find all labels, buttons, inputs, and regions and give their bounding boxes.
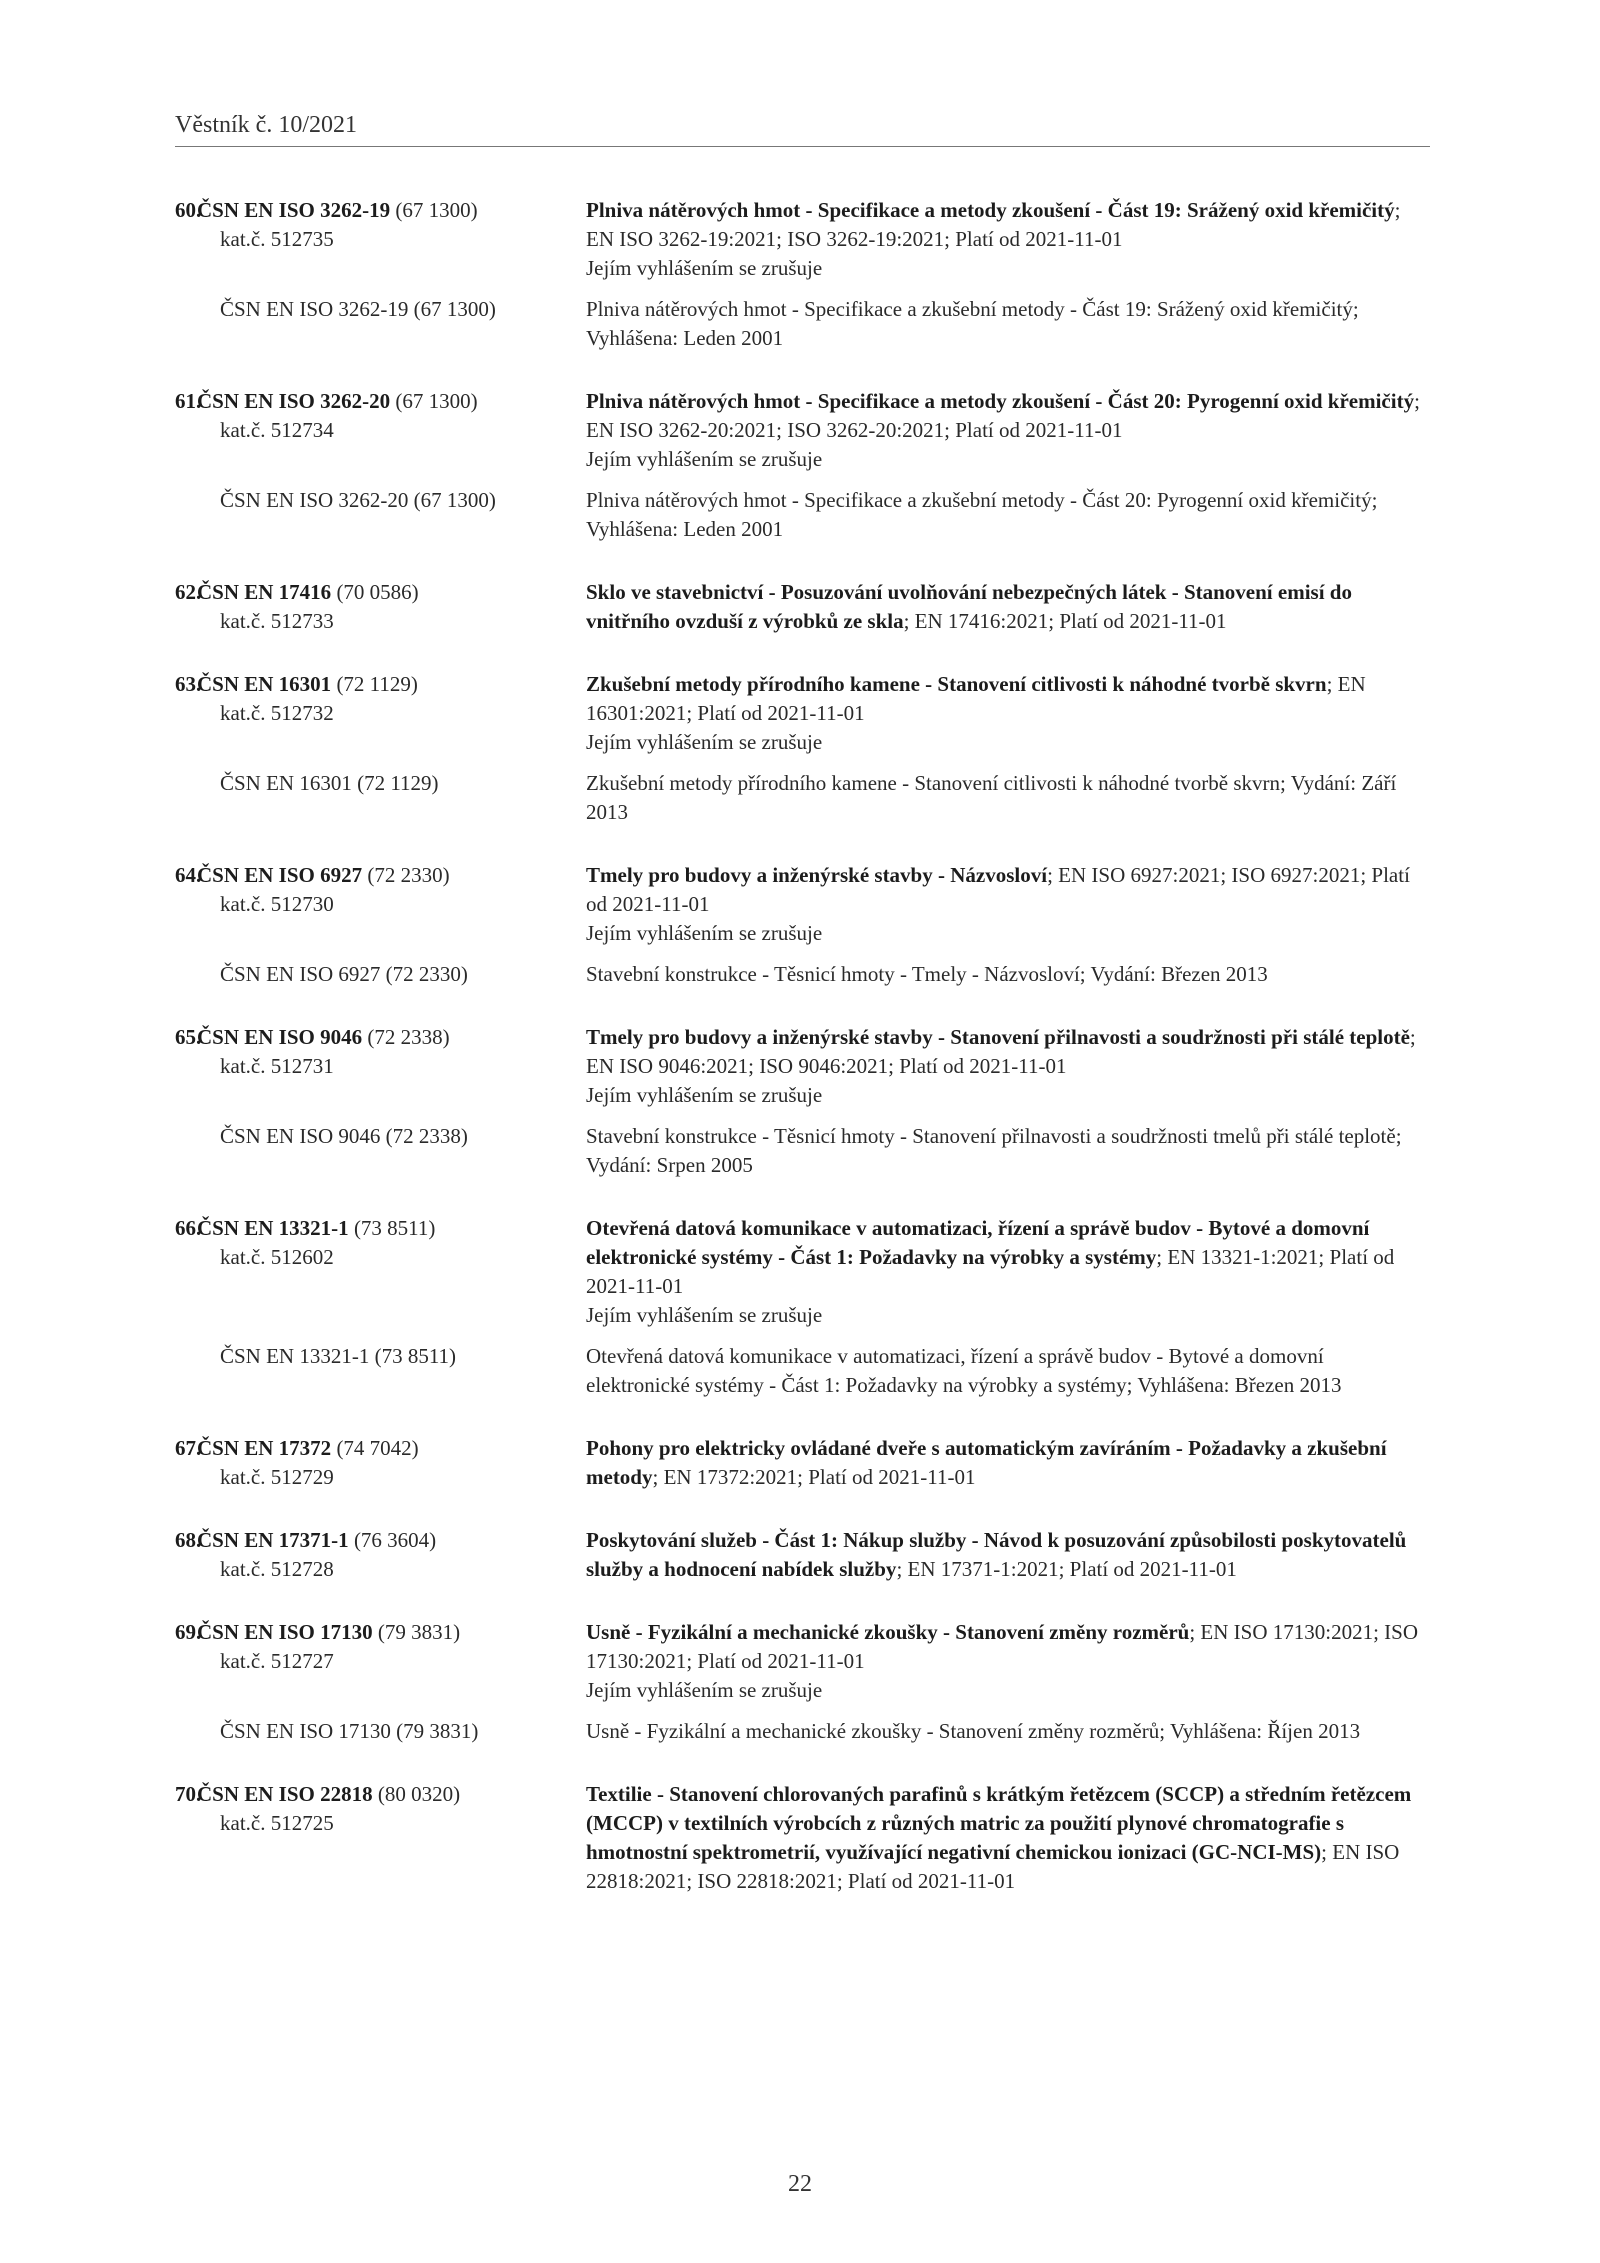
standard-entry bbox=[175, 196, 1435, 353]
replaced-standard-row bbox=[175, 486, 1435, 544]
cancels-note: Jejím vyhlášením se zrušuje bbox=[586, 1303, 823, 1327]
standard-title: Plniva nátěrových hmot - Specifikace a metody zkoušení - Část 20: Pyrogenní oxid křemičitý bbox=[586, 389, 1415, 413]
standard-title: Otevřená datová komunikace v automatizaci, řízení a správě budov - Bytové a domovní elektronické systémy - Část 1: Požadavky na výrobky a systémy bbox=[586, 1216, 1370, 1269]
standard-id bbox=[175, 1780, 586, 1838]
standard-code: ČSN EN 17416 bbox=[197, 580, 332, 604]
standard-description bbox=[586, 387, 1435, 474]
new-standard-row bbox=[175, 1434, 1435, 1492]
catalog-number: kat.č. 512725 bbox=[220, 1811, 334, 1835]
cancels-note: Jejím vyhlášením se zrušuje bbox=[586, 1678, 823, 1702]
standard-title: Sklo ve stavebnictví - Posuzování uvolňování nebezpečných látek - Stanovení emisí do vnitřního ovzduší z výrobků ze skla bbox=[586, 580, 1352, 633]
cancels-note: Jejím vyhlášením se zrušuje bbox=[586, 447, 823, 471]
catalog-number: kat.č. 512732 bbox=[220, 701, 334, 725]
replaced-standard-row bbox=[175, 1122, 1435, 1180]
standard-title: Poskytování služeb - Část 1: Nákup služby - Návod k posuzování způsobilosti poskytovatelů služby a hodnocení nabídek služby bbox=[586, 1528, 1407, 1581]
standard-code: ČSN EN ISO 22818 bbox=[197, 1782, 373, 1806]
new-standard-row bbox=[175, 1526, 1435, 1584]
standard-code: ČSN EN ISO 3262-19 bbox=[197, 198, 391, 222]
standard-title: Usně - Fyzikální a mechanické zkoušky - Stanovení změny rozměrů bbox=[586, 1620, 1190, 1644]
replaced-standard-id bbox=[175, 1717, 586, 1746]
entry-number: 61. bbox=[175, 389, 202, 413]
standard-description bbox=[586, 1526, 1435, 1584]
replaced-standard-code: ČSN EN ISO 6927 (72 2330) bbox=[220, 962, 468, 986]
standard-id bbox=[175, 1618, 586, 1676]
replaced-standard-description: Usně - Fyzikální a mechanické zkoušky - Stanovení změny rozměrů; Vyhlášena: Říjen 2013 bbox=[586, 1719, 1361, 1743]
standard-reference: ; EN ISO 3262-19:2021; ISO 3262-19:2021; Platí od 2021-11-01 bbox=[586, 198, 1401, 251]
new-standard-row bbox=[175, 1214, 1435, 1330]
standard-code: ČSN EN 13321-1 bbox=[197, 1216, 349, 1240]
class-code: (74 7042) bbox=[331, 1436, 419, 1460]
replaced-standard-description: Plniva nátěrových hmot - Specifikace a zkušební metody - Část 19: Srážený oxid křemičitý; Vyhlášena: Leden 2001 bbox=[586, 297, 1359, 350]
catalog-number: kat.č. 512734 bbox=[220, 418, 334, 442]
new-standard-row bbox=[175, 578, 1435, 636]
new-standard-row bbox=[175, 1780, 1435, 1896]
replaced-standard-id bbox=[175, 295, 586, 324]
new-standard-row bbox=[175, 1618, 1435, 1705]
new-standard-row bbox=[175, 196, 1435, 283]
replaced-standard-code: ČSN EN 16301 (72 1129) bbox=[220, 771, 439, 795]
standard-description bbox=[586, 1214, 1435, 1330]
standards-list bbox=[175, 196, 1435, 1930]
standard-id bbox=[175, 670, 586, 728]
standard-code: ČSN EN ISO 17130 bbox=[197, 1620, 373, 1644]
standard-entry bbox=[175, 578, 1435, 636]
standard-reference: ; EN 13321-1:2021; Platí od 2021-11-01 bbox=[586, 1245, 1395, 1298]
catalog-number: kat.č. 512729 bbox=[220, 1465, 334, 1489]
standard-title: Textilie - Stanovení chlorovaných parafinů s krátkým řetězcem (SCCP) a středním řetězcem (MCCP) v textilních výrobcích z různých matric za použití plynové chromatografie s hmotnostní spektrometrií, využívající negativní chemickou ionizaci (GC-NCI-MS) bbox=[586, 1782, 1412, 1864]
replaced-standard-row bbox=[175, 769, 1435, 827]
new-standard-row bbox=[175, 861, 1435, 948]
catalog-number: kat.č. 512731 bbox=[220, 1054, 334, 1078]
page-number: 22 bbox=[788, 2171, 812, 2197]
replaced-standard-description: Otevřená datová komunikace v automatizaci, řízení a správě budov - Bytové a domovní elektronické systémy - Část 1: Požadavky na výrobky a systémy; Vyhlášena: Březen 2013 bbox=[586, 1344, 1342, 1397]
cancels-note: Jejím vyhlášením se zrušuje bbox=[586, 1083, 823, 1107]
standard-entry bbox=[175, 1434, 1435, 1492]
class-code: (80 0320) bbox=[372, 1782, 461, 1806]
standard-reference: ; EN ISO 6927:2021; ISO 6927:2021; Platí od 2021-11-01 bbox=[586, 863, 1410, 916]
header-rule bbox=[175, 146, 1430, 147]
standard-reference: ; EN ISO 9046:2021; ISO 9046:2021; Platí od 2021-11-01 bbox=[586, 1025, 1416, 1078]
replaced-standard-row bbox=[175, 1717, 1435, 1746]
standard-description bbox=[586, 670, 1435, 757]
entry-number: 66. bbox=[175, 1216, 202, 1240]
standard-entry bbox=[175, 670, 1435, 827]
class-code: (67 1300) bbox=[390, 389, 478, 413]
standard-id bbox=[175, 578, 586, 636]
catalog-number: kat.č. 512735 bbox=[220, 227, 334, 251]
cancels-note: Jejím vyhlášením se zrušuje bbox=[586, 921, 823, 945]
standard-id bbox=[175, 1434, 586, 1492]
entry-number: 70. bbox=[175, 1782, 202, 1806]
class-code: (73 8511) bbox=[348, 1216, 436, 1240]
entry-number: 69. bbox=[175, 1620, 202, 1644]
standard-title: Zkušební metody přírodního kamene - Stanovení citlivosti k náhodné tvorbě skvrn bbox=[586, 672, 1327, 696]
standard-title: Pohony pro elektricky ovládané dveře s automatickým zavíráním - Požadavky a zkušební metody bbox=[586, 1436, 1387, 1489]
entry-number: 62. bbox=[175, 580, 202, 604]
standard-description bbox=[586, 1023, 1435, 1110]
class-code: (79 3831) bbox=[372, 1620, 461, 1644]
standard-code: ČSN EN 17372 bbox=[197, 1436, 332, 1460]
standard-title: Tmely pro budovy a inženýrské stavby - Stanovení přilnavosti a soudržnosti při stálé teplotě bbox=[586, 1025, 1410, 1049]
standard-reference: ; EN ISO 17130:2021; ISO 17130:2021; Platí od 2021-11-01 bbox=[586, 1620, 1419, 1673]
standard-id bbox=[175, 1526, 586, 1584]
standard-description bbox=[586, 861, 1435, 948]
new-standard-row bbox=[175, 670, 1435, 757]
standard-entry bbox=[175, 387, 1435, 544]
standard-reference: ; EN 17416:2021; Platí od 2021-11-01 bbox=[903, 609, 1227, 633]
class-code: (67 1300) bbox=[390, 198, 478, 222]
replaced-standard-row bbox=[175, 1342, 1435, 1400]
entry-number: 63. bbox=[175, 672, 202, 696]
catalog-number: kat.č. 512733 bbox=[220, 609, 334, 633]
standard-code: ČSN EN ISO 3262-20 bbox=[197, 389, 391, 413]
replaced-standard-description: Stavební konstrukce - Těsnicí hmoty - Tmely - Názvosloví; Vydání: Březen 2013 bbox=[586, 962, 1268, 986]
replaced-standard-id bbox=[175, 960, 586, 989]
replaced-standard-code: ČSN EN ISO 3262-20 (67 1300) bbox=[220, 488, 496, 512]
replaced-standard-description: Plniva nátěrových hmot - Specifikace a zkušební metody - Část 20: Pyrogenní oxid křemičitý; Vyhlášena: Leden 2001 bbox=[586, 488, 1378, 541]
replaced-standard-id bbox=[175, 1122, 586, 1151]
replaced-standard-code: ČSN EN ISO 3262-19 (67 1300) bbox=[220, 297, 496, 321]
replaced-standard-id bbox=[175, 486, 586, 515]
cancels-note: Jejím vyhlášením se zrušuje bbox=[586, 256, 823, 280]
entry-number: 64. bbox=[175, 863, 202, 887]
replaced-standard-row bbox=[175, 960, 1435, 989]
standard-reference: ; EN 17372:2021; Platí od 2021-11-01 bbox=[652, 1465, 976, 1489]
class-code: (76 3604) bbox=[348, 1528, 437, 1552]
standard-entry bbox=[175, 1023, 1435, 1180]
entry-number: 68. bbox=[175, 1528, 202, 1552]
entry-number: 60. bbox=[175, 198, 202, 222]
class-code: (70 0586) bbox=[331, 580, 419, 604]
catalog-number: kat.č. 512602 bbox=[220, 1245, 334, 1269]
standard-id bbox=[175, 861, 586, 919]
catalog-number: kat.č. 512727 bbox=[220, 1649, 334, 1673]
replaced-standard-description: Stavební konstrukce - Těsnicí hmoty - Stanovení přilnavosti a soudržnosti tmelů při stálé teplotě; Vydání: Srpen 2005 bbox=[586, 1124, 1402, 1177]
standard-reference: ; EN ISO 3262-20:2021; ISO 3262-20:2021; Platí od 2021-11-01 bbox=[586, 389, 1420, 442]
standard-entry bbox=[175, 1526, 1435, 1584]
standard-id bbox=[175, 196, 586, 254]
standard-code: ČSN EN 16301 bbox=[197, 672, 332, 696]
standard-description bbox=[586, 578, 1435, 636]
standard-title: Plniva nátěrových hmot - Specifikace a metody zkoušení - Část 19: Srážený oxid křemičitý bbox=[586, 198, 1395, 222]
page-header: Věstník č. 10/2021 bbox=[175, 112, 357, 138]
replaced-standard-code: ČSN EN 13321-1 (73 8511) bbox=[220, 1344, 457, 1368]
standard-description bbox=[586, 1434, 1435, 1492]
replaced-standard-id bbox=[175, 1342, 586, 1371]
standard-entry bbox=[175, 861, 1435, 989]
standard-entry bbox=[175, 1618, 1435, 1746]
class-code: (72 1129) bbox=[331, 672, 418, 696]
catalog-number: kat.č. 512728 bbox=[220, 1557, 334, 1581]
replaced-standard-id bbox=[175, 769, 586, 798]
catalog-number: kat.č. 512730 bbox=[220, 892, 334, 916]
new-standard-row bbox=[175, 1023, 1435, 1110]
standard-description bbox=[586, 196, 1435, 283]
standard-reference: ; EN 17371-1:2021; Platí od 2021-11-01 bbox=[896, 1557, 1237, 1581]
standard-description bbox=[586, 1780, 1435, 1896]
replaced-standard-description: Zkušební metody přírodního kamene - Stanovení citlivosti k náhodné tvorbě skvrn; Vydání: Září 2013 bbox=[586, 771, 1397, 824]
standard-reference: ; EN ISO 22818:2021; ISO 22818:2021; Platí od 2021-11-01 bbox=[586, 1840, 1400, 1893]
replaced-standard-code: ČSN EN ISO 17130 (79 3831) bbox=[220, 1719, 479, 1743]
standard-title: Tmely pro budovy a inženýrské stavby - Názvosloví bbox=[586, 863, 1048, 887]
new-standard-row bbox=[175, 387, 1435, 474]
standard-code: ČSN EN ISO 6927 bbox=[197, 863, 363, 887]
class-code: (72 2338) bbox=[362, 1025, 450, 1049]
standard-id bbox=[175, 1214, 586, 1272]
class-code: (72 2330) bbox=[362, 863, 450, 887]
replaced-standard-row bbox=[175, 295, 1435, 353]
replaced-standard-code: ČSN EN ISO 9046 (72 2338) bbox=[220, 1124, 468, 1148]
standard-code: ČSN EN ISO 9046 bbox=[197, 1025, 363, 1049]
standard-entry bbox=[175, 1780, 1435, 1896]
standard-entry bbox=[175, 1214, 1435, 1400]
standard-id bbox=[175, 1023, 586, 1081]
standard-reference: ; EN 16301:2021; Platí od 2021-11-01 bbox=[586, 672, 1366, 725]
standard-description bbox=[586, 1618, 1435, 1705]
entry-number: 65. bbox=[175, 1025, 202, 1049]
standard-id bbox=[175, 387, 586, 445]
cancels-note: Jejím vyhlášením se zrušuje bbox=[586, 730, 823, 754]
entry-number: 67. bbox=[175, 1436, 202, 1460]
standard-code: ČSN EN 17371-1 bbox=[197, 1528, 349, 1552]
